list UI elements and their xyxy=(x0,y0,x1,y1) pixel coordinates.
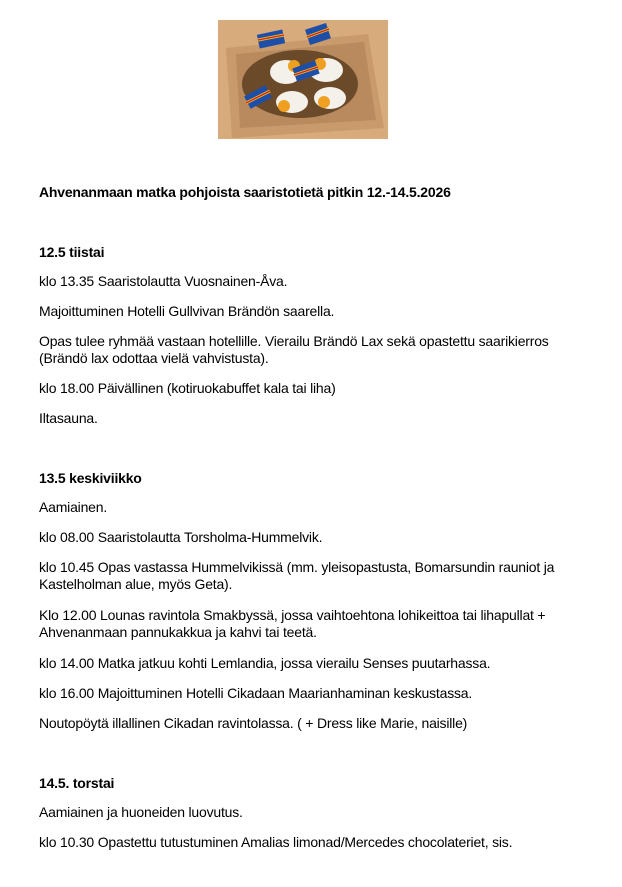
document-title: Ahvenanmaan matka pohjoista saaristotietä pitkin 12.-14.5.2026 xyxy=(39,184,451,200)
itinerary-item: Iltasauna. xyxy=(39,410,98,426)
food-photo xyxy=(218,20,388,139)
itinerary-item-line: Klo 12.00 Lounas ravintola Smakbyssä, jossa vaihtoehtona lohikeittoa tai lihapullat + xyxy=(39,607,546,623)
itinerary-item: klo 13.35 Saaristolautta Vuosnainen-Åva. xyxy=(39,273,288,289)
itinerary-item-line: klo 10.45 Opas vastassa Hummelvikissä (mm. yleisopastusta, Bomarsundin rauniot ja xyxy=(39,559,555,575)
itinerary-item-line: (Brändö lax odottaa vielä vahvistusta). xyxy=(39,350,269,366)
itinerary-item: Aamiainen. xyxy=(39,499,108,515)
itinerary-item: klo 10.30 Opastettu tutustuminen Amalias limonad/Mercedes chocolateriet, sis. xyxy=(39,834,513,850)
itinerary-item: klo 18.00 Päivällinen (kotiruokabuffet kala tai liha) xyxy=(39,380,336,396)
day-heading: 12.5 tiistai xyxy=(39,244,105,260)
itinerary-item: klo 14.00 Matka jatkuu kohti Lemlandia, jossa vierailu Senses puutarhassa. xyxy=(39,655,491,671)
itinerary-item-line: Kastelholman alue, myös Geta). xyxy=(39,576,233,592)
itinerary-item-line: Ahvenanmaan pannukakkua ja kahvi tai teetä. xyxy=(39,624,317,640)
day-heading: 14.5. torstai xyxy=(39,775,115,791)
itinerary-item: Noutopöytä illallinen Cikadan ravintolassa. ( + Dress like Marie, naisille) xyxy=(39,715,468,731)
food-photo-image xyxy=(218,20,388,139)
itinerary-item: Aamiainen ja huoneiden luovutus. xyxy=(39,804,243,820)
itinerary-item: Majoittuminen Hotelli Gullvivan Brändön saarella. xyxy=(39,303,335,319)
itinerary-item: klo 16.00 Majoittuminen Hotelli Cikadaan Maarianhaminan keskustassa. xyxy=(39,685,473,701)
itinerary-item: klo 08.00 Saaristolautta Torsholma-Hummelvik. xyxy=(39,529,323,545)
day-heading: 13.5 keskiviikko xyxy=(39,470,142,486)
itinerary-item-line: Opas tulee ryhmää vastaan hotellille. Vierailu Brändö Lax sekä opastettu saarikierros xyxy=(39,333,549,349)
